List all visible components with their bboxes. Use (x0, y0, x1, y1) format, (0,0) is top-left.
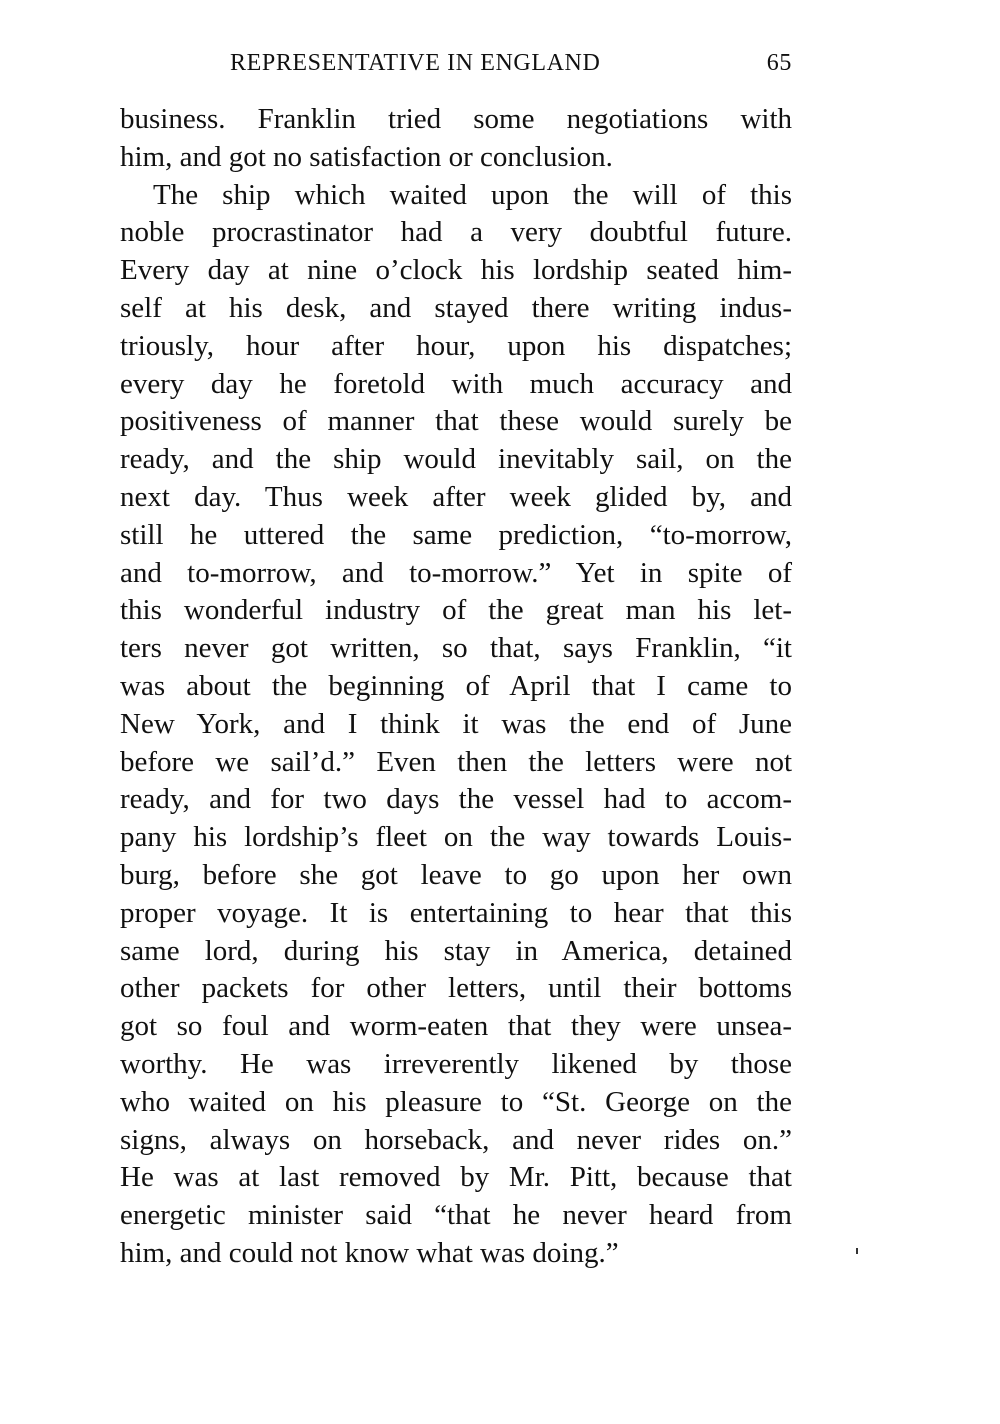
text-line: Every day at nine o’clock his lordship seated him- (120, 254, 792, 287)
text-line: signs, always on horseback, and never rides on.” (120, 1123, 792, 1156)
text-line: got so foul and worm-eaten that they were unsea- (120, 1010, 792, 1043)
text-line: triously, hour after hour, upon his dispatches; (120, 329, 792, 362)
text-line: next day. Thus week after week glided by, and (120, 480, 792, 513)
text-line: before we sail’d.” Even then the letters were not (120, 745, 792, 778)
text-line: self at his desk, and stayed there writing indus- (120, 291, 792, 324)
scan-speck (856, 1248, 858, 1254)
text-line: business. Franklin tried some negotiations with (120, 103, 792, 135)
text-line: burg, before she got leave to go upon her own (120, 858, 792, 891)
text-line: this wonderful industry of the great man his let- (120, 594, 792, 627)
text-line: same lord, during his stay in America, detained (120, 934, 792, 967)
text-line: pany his lordship’s fleet on the way towards Louis- (120, 821, 792, 854)
text-line: proper voyage. It is entertaining to hear that this (120, 896, 792, 929)
text-line: energetic minister said “that he never heard from (120, 1199, 792, 1232)
text-line: The ship which waited upon the will of this (153, 178, 792, 211)
text-line: worthy. He was irreverently likened by those (120, 1047, 792, 1080)
body-text (120, 101, 792, 1273)
text-line: who waited on his pleasure to “St. George on the (120, 1085, 792, 1118)
paragraph (120, 177, 792, 1273)
text-line: still he uttered the same prediction, “to-morrow, (120, 518, 792, 551)
text-line: him, and could not know what was doing.” (120, 1236, 619, 1269)
text-line: He was at last removed by Mr. Pitt, because that (120, 1161, 792, 1194)
text-line: positiveness of manner that these would surely be (120, 405, 792, 438)
text-line: noble procrastinator had a very doubtful future. (120, 216, 792, 249)
page-number: 65 (766, 50, 792, 76)
text-line: other packets for other letters, until their bottoms (120, 972, 792, 1005)
paragraph (120, 101, 792, 177)
text-line: every day he foretold with much accuracy and (120, 367, 792, 400)
text-line: him, and got no satisfaction or conclusion. (120, 140, 613, 173)
running-head (120, 50, 792, 84)
text-line: ters never got written, so that, says Franklin, “it (120, 632, 792, 665)
text-line: ready, and for two days the vessel had to accom- (120, 783, 792, 816)
text-line: was about the beginning of April that I came to (120, 669, 792, 702)
text-line: ready, and the ship would inevitably sail, on the (120, 443, 792, 476)
text-line: New York, and I think it was the end of June (120, 707, 792, 740)
text-line: and to-morrow, and to-morrow.” Yet in spite of (120, 556, 792, 589)
running-title: REPRESENTATIVE IN ENGLAND (230, 50, 601, 76)
